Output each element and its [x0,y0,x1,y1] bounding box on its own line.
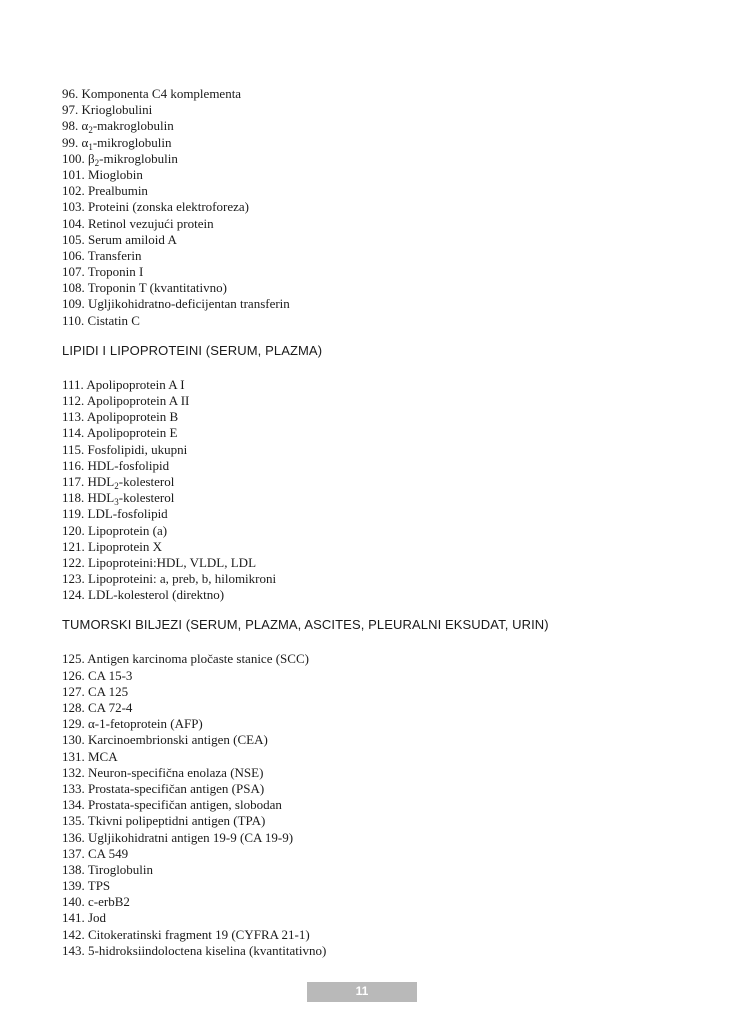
item-number: 98. [62,118,82,134]
subscript: 2 [88,125,93,136]
list-item [62,716,682,732]
item-number: 105. [62,231,88,247]
list-item [62,135,682,151]
item-number: 112. [62,393,87,408]
list-item [62,86,682,102]
item-number: 99. [62,134,82,150]
item-label: CA 125 [88,683,129,699]
list-item [62,813,682,829]
item-label: TPS [87,878,111,894]
item-number: 126. [62,667,88,683]
item-number: 116. [62,457,88,473]
page-number-bar [307,982,417,1002]
item-label: HDL-fosfolipid [87,457,170,473]
list-item [62,458,682,474]
list-item [62,910,682,926]
item-label: Transferin [87,247,142,263]
list-item [62,846,682,862]
list-item [62,943,682,959]
list-item [62,280,682,296]
list-item [62,732,682,748]
item-number: 103. [62,199,88,215]
list-item [62,523,682,539]
item-number: 107. [62,264,88,280]
item-label: $\beta_2$-mikroglobulin [88,150,178,168]
item-label: Tiroglobulin [87,861,154,877]
item-number: 132. [62,764,88,780]
list-item [62,555,682,571]
item-label: Lipoprotein X [88,538,163,554]
list-item [62,442,682,458]
item-number: 128. [62,700,88,715]
list-item [62,651,682,667]
item-label: Cistatin C [87,312,140,328]
list-item [62,539,682,555]
list-item [62,781,682,797]
item-number: 141. [62,910,88,926]
list-item [62,409,682,425]
list-item [62,878,682,894]
item-label: Prostata-specifičan antigen, slobodan [88,797,282,813]
list-item [62,765,682,781]
item-label: CA 15-3 [88,667,133,683]
list-item [62,862,682,878]
list-item [62,393,682,409]
item-number: 127. [62,683,88,699]
item-label: Apolipoprotein B [86,409,179,425]
item-number: 125. [62,651,88,667]
item-label: CA 72-4 [88,700,133,715]
item-label: Jod [88,910,107,926]
item-label: Prealbumin [88,183,148,199]
item-label: Krioglobulini [81,102,153,118]
list-item [62,490,682,506]
list-item [62,749,682,765]
item-label: $HDL_3$-kolesterol [87,490,175,508]
list-item [62,118,682,134]
item-label: CA 549 [88,845,129,861]
item-label: $HDL_2$-kolesterol [87,473,175,491]
item-label: Lipoproteini: a, preb, b, hilomikroni [88,571,277,587]
list-item [62,668,682,684]
list-item [62,684,682,700]
item-label: Serum amiloid A [88,231,177,247]
protein-list [62,86,682,329]
item-label: Prostata-specifičan antigen (PSA) [88,780,265,796]
item-number: 137. [62,845,88,861]
item-label: Tkivni polipeptidni antigen (TPA) [87,813,266,829]
item-number: 135. [62,813,88,829]
item-label: Antigen karcinoma pločaste stanice (SCC) [87,651,309,667]
list-item [62,377,682,393]
item-number: 102. [62,183,88,199]
item-number: 133. [62,780,88,796]
item-label: Retinol vezujući protein [88,215,214,231]
list-item [62,700,682,716]
item-label: Apolipoprotein E [86,425,178,441]
item-label: Neuron-specifična enolaza (NSE) [88,764,264,780]
list-item [62,830,682,846]
item-label: Mioglobin [88,166,143,182]
item-number: 122. [62,554,88,570]
subscript: 3 [114,497,119,508]
list-item [62,199,682,215]
list-item [62,797,682,813]
item-number: 117. [62,473,88,489]
item-label: MCA [88,748,118,764]
item-label: Proteini (zonska elektroforeza) [88,199,249,215]
item-number: 97. [62,102,82,118]
item-number: 140. [62,894,88,910]
item-label: 5-hidroksiindoloctena kiselina (kvantitativno) [88,942,327,958]
item-number: 113. [62,409,87,425]
item-number: 96. [62,86,82,101]
item-number: 100. [62,150,88,166]
list-item [62,894,682,910]
document-page [62,86,682,959]
item-number: 111. [62,376,87,392]
item-number: 101. [62,166,88,182]
item-label: Lipoprotein (a) [88,522,168,538]
item-number: 143. [62,942,88,958]
item-number: 124. [62,587,88,603]
list-item [62,248,682,264]
item-label: Fosfolipidi, ukupni [87,441,188,457]
item-number: 142. [62,926,88,942]
item-number: 120. [62,522,88,538]
item-number: 104. [62,215,88,231]
item-number: 136. [62,829,88,845]
item-number: 121. [62,538,88,554]
list-item [62,927,682,943]
subscript: 2 [94,157,100,168]
list-item [62,102,682,118]
item-label: Karcinoembrionski antigen (CEA) [88,732,268,748]
item-label: LDL-fosfolipid [87,506,168,522]
list-item [62,296,682,312]
item-label: Troponin T (kvantitativno) [87,280,227,296]
item-label: LDL-kolesterol (direktno) [88,587,225,603]
item-label: Ugljikohidratno-deficijentan transferin [88,296,290,312]
item-label: $\alpha_2$-makroglobulin [81,118,174,136]
item-number: 139. [62,878,88,894]
item-label: Lipoproteini:HDL, VLDL, LDL [88,554,257,570]
item-label: Apolipoprotein A I [86,376,185,392]
lipid-list [62,377,682,604]
item-label: α-1-fetoprotein (AFP) [88,716,203,732]
item-number: 118. [62,490,88,506]
tumor-marker-list [62,651,682,959]
subscript: 2 [114,480,119,491]
page-number: 11 [355,984,369,998]
item-number: 108. [62,280,88,296]
list-item [62,506,682,522]
item-label: c-erbB2 [88,894,130,910]
list-item [62,313,682,329]
item-label: Komponenta C4 komplementa [81,86,242,101]
list-item [62,232,682,248]
list-item [62,216,682,232]
item-number: 119. [62,506,88,522]
list-item [62,183,682,199]
item-number: 109. [62,296,88,312]
item-label: Apolipoprotein A II [86,393,190,408]
list-item [62,167,682,183]
subscript: 1 [88,141,93,152]
item-number: 134. [62,797,88,813]
item-number: 129. [62,716,88,732]
item-label: Ugljikohidratni antigen 19-9 (CA 19-9) [88,829,294,845]
item-number: 106. [62,247,88,263]
section-heading-tumor-markers: TUMORSKI BILJEZI (SERUM, PLAZMA, ASCITES, PLEURALNI EKSUDAT, URIN) [62,617,549,633]
item-number: 138. [62,861,88,877]
list-item [62,571,682,587]
list-item [62,474,682,490]
item-number: 115. [62,441,88,457]
item-label: $\alpha_1$-mikroglobulin [81,134,172,152]
list-item [62,264,682,280]
list-item [62,425,682,441]
item-number: 131. [62,748,88,764]
list-item [62,151,682,167]
item-number: 130. [62,732,88,748]
item-number: 110. [62,312,88,328]
list-item [62,587,682,603]
item-label: Citokeratinski fragment 19 (CYFRA 21-1) [88,926,310,942]
section-heading-lipids: LIPIDI I LIPOPROTEINI (SERUM, PLAZMA) [62,342,323,358]
item-label: Troponin I [87,264,144,280]
item-number: 114. [62,425,87,441]
item-number: 123. [62,571,88,587]
